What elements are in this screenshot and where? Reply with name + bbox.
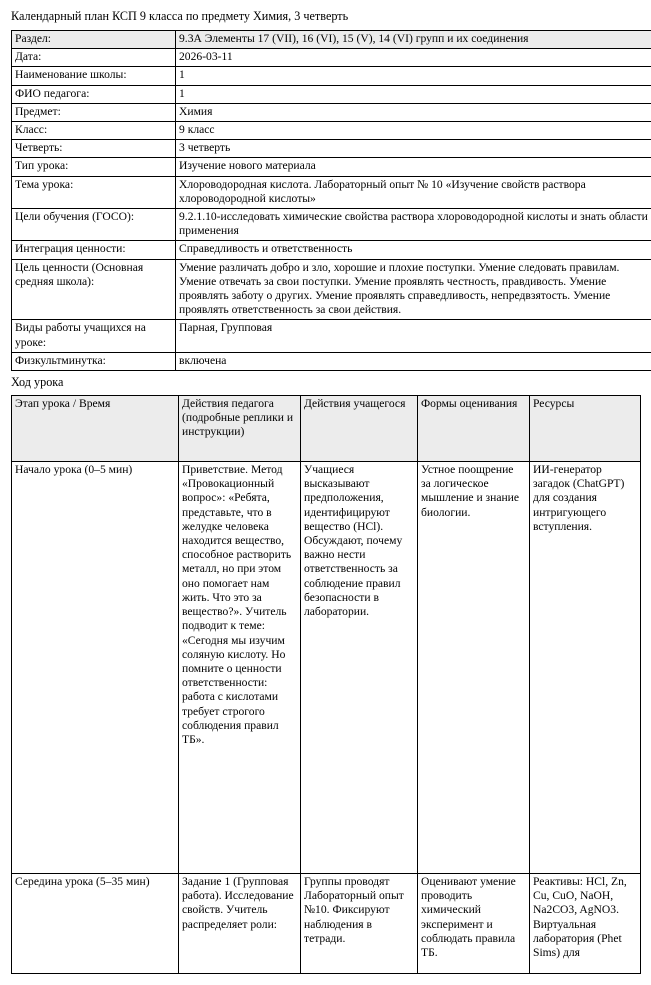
cell-assessment-forms: Устное поощрение за логическое мышление и знание биологии. <box>418 462 530 874</box>
cell-resources: ИИ-генератор загадок (ChatGPT) для создания интригующего вступления. <box>530 462 641 874</box>
column-header-student-actions: Действия учащегося <box>301 396 418 462</box>
info-value: 9.2.1.10-исследовать химические свойства раствора хлороводородной кислоты и знать области применения <box>176 209 651 241</box>
info-key: Класс: <box>12 122 176 140</box>
table-row <box>12 49 651 67</box>
column-header-resources: Ресурсы <box>530 396 641 462</box>
cell-stage: Середина урока (5–35 мин) <box>12 874 179 974</box>
column-header-assessment-forms: Формы оценивания <box>418 396 530 462</box>
info-key: Тема урока: <box>12 176 176 208</box>
info-key: Предмет: <box>12 103 176 121</box>
info-key: Тип урока: <box>12 158 176 176</box>
lesson-info-body <box>12 31 651 371</box>
cell-student-actions: Группы проводят Лабораторный опыт №10. Фиксируют наблюдения в тетради. <box>301 874 418 974</box>
cell-assessment-forms: Оценивают умение проводить химический эксперимент и соблюдать правила ТБ. <box>418 874 530 974</box>
table-row <box>12 241 651 259</box>
table-row <box>12 103 651 121</box>
table-row <box>12 158 651 176</box>
column-header-stage: Этап урока / Время <box>12 396 179 462</box>
cell-student-actions: Учащиеся высказывают предположения, идентифицируют вещество (HCl). Обсуждают, почему важно нести ответственность за соблюдение правил безопасности в лаборатории. <box>301 462 418 874</box>
info-value: Справедливость и ответственность <box>176 241 651 259</box>
info-key: Интеграция ценности: <box>12 241 176 259</box>
table-row <box>12 122 651 140</box>
info-key: Дата: <box>12 49 176 67</box>
table-row <box>12 320 651 352</box>
table-row <box>12 176 651 208</box>
page-title: Календарный план КСП 9 класса по предмету Химия, 3 четверть <box>11 9 349 23</box>
info-value: 9.3А Элементы 17 (VII), 16 (VI), 15 (V), 14 (VI) групп и их соединения <box>176 31 651 49</box>
column-header-teacher-actions: Действия педагога (подробные реплики и инструкции) <box>179 396 301 462</box>
info-key: ФИО педагога: <box>12 85 176 103</box>
table-row <box>12 31 651 49</box>
info-value: включена <box>176 352 651 370</box>
info-value: 1 <box>176 67 651 85</box>
info-value: 1 <box>176 85 651 103</box>
info-key: Цель ценности (Основная средняя школа): <box>12 259 176 320</box>
lesson-plan-body <box>12 462 641 974</box>
info-key: Виды работы учащихся на уроке: <box>12 320 176 352</box>
lesson-info-table <box>11 30 651 371</box>
lesson-plan-header <box>12 396 641 462</box>
table-row <box>12 140 651 158</box>
table-header-row <box>12 396 641 462</box>
info-value: 3 четверть <box>176 140 651 158</box>
cell-resources: Реактивы: HCl, Zn, Cu, CuO, NaOH, Na2CO3, AgNO3. Виртуальная лаборатория (Phet Sims) для <box>530 874 641 974</box>
info-value: Парная, Групповая <box>176 320 651 352</box>
table-row <box>12 209 651 241</box>
table-row <box>12 352 651 370</box>
cell-stage: Начало урока (0–5 мин) <box>12 462 179 874</box>
lesson-plan-table <box>11 395 641 974</box>
table-row <box>12 462 641 874</box>
info-key: Физкультминутка: <box>12 352 176 370</box>
info-key: Наименование школы: <box>12 67 176 85</box>
cell-teacher-actions: Задание 1 (Групповая работа). Исследование свойств. Учитель распределяет роли: <box>179 874 301 974</box>
info-key: Цели обучения (ГОСО): <box>12 209 176 241</box>
cell-teacher-actions: Приветствие. Метод «Провокационный вопрос»: «Ребята, представьте, что в желудке человека находится вещество, способное растворить металл, но при этом оно помогает нам жить. Что это за вещество?». Учитель подводит к теме: «Сегодня мы изучим соляную кислоту. Но помните о ценности ответственности: работа с кислотами требует строгого соблюдения правил ТБ». <box>179 462 301 874</box>
section-heading-lesson-flow: Ход урока <box>11 375 64 390</box>
info-value: 2026-03-11 <box>176 49 651 67</box>
info-value: Хлороводородная кислота. Лабораторный опыт № 10 «Изучение свойств раствора хлороводородной кислоты» <box>176 176 651 208</box>
info-value: 9 класс <box>176 122 651 140</box>
info-value: Изучение нового материала <box>176 158 651 176</box>
info-value: Химия <box>176 103 651 121</box>
info-value: Умение различать добро и зло, хорошие и плохие поступки. Умение следовать правилам. Умение отвечать за свои поступки. Умение проявлять честность, правдивость. Умение проявлять заботу о других. Умение проявлять справедливость, непредвзятость. Умение проявлять ответственность за свои действия. <box>176 259 651 320</box>
table-row <box>12 259 651 320</box>
table-row <box>12 67 651 85</box>
info-key: Четверть: <box>12 140 176 158</box>
table-row <box>12 874 641 974</box>
table-row <box>12 85 651 103</box>
info-key: Раздел: <box>12 31 176 49</box>
